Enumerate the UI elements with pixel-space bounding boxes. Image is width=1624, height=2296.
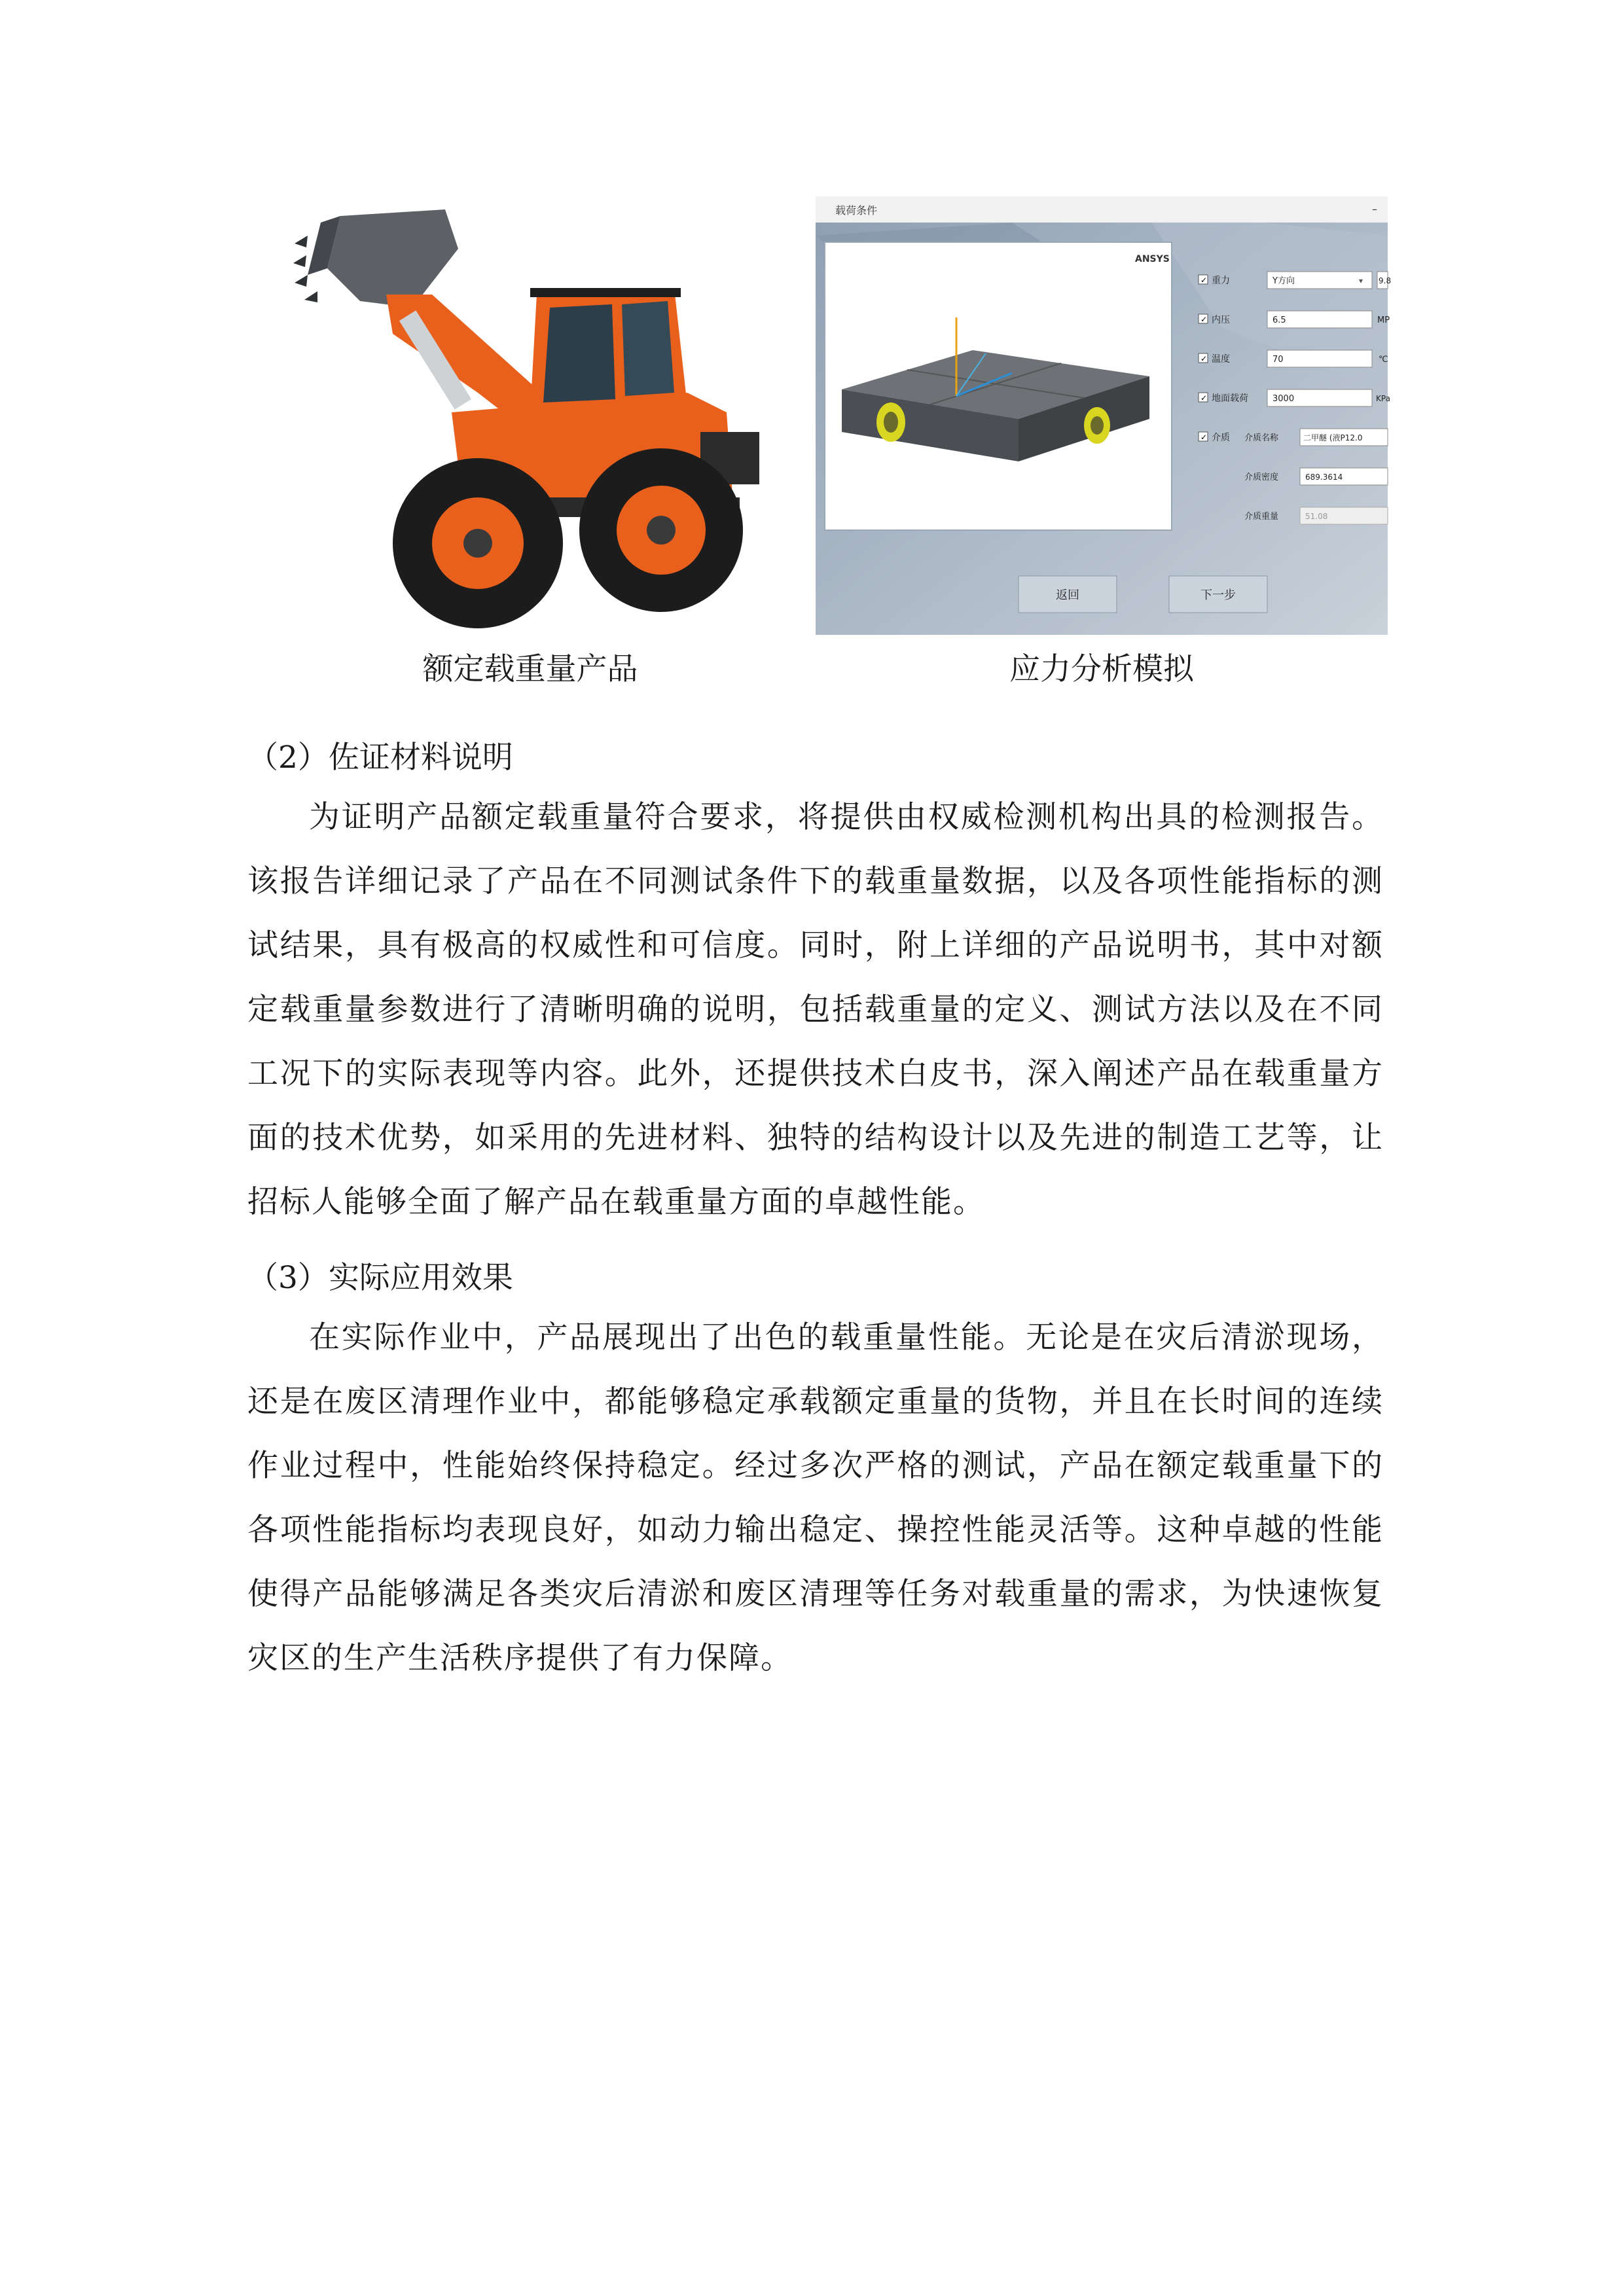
medium-name-value: 二甲醚 (液P12.0 <box>1303 433 1363 442</box>
wheel-loader-image <box>281 196 792 641</box>
ground-load-unit: KPa <box>1376 394 1390 403</box>
medium-weight-label: 介质重量 <box>1244 512 1279 522</box>
pressure-unit: MP <box>1377 315 1390 325</box>
loader-bucket <box>293 209 458 308</box>
svg-text:✓: ✓ <box>1200 393 1208 403</box>
section-2-heading: （2）佐证材料说明 <box>247 740 513 776</box>
chevron-down-icon: ▾ <box>1359 276 1363 285</box>
back-button-label: 返回 <box>1056 588 1079 602</box>
svg-text:✓: ✓ <box>1200 315 1208 324</box>
temperature-value: 70 <box>1272 355 1284 365</box>
medium-name-label: 介质名称 <box>1244 433 1279 443</box>
right-figure-caption: 应力分析模拟 <box>1009 651 1194 687</box>
left-figure-caption: 额定载重量产品 <box>422 651 638 687</box>
section-3-heading: （3）实际应用效果 <box>247 1260 513 1296</box>
ground-load-label: 地面载荷 <box>1212 393 1248 404</box>
pressure-label: 内压 <box>1212 315 1230 325</box>
temperature-unit: ℃ <box>1379 355 1388 365</box>
window-title: 载荷条件 <box>835 204 878 217</box>
medium-label: 介质 <box>1212 433 1230 443</box>
ground-load-value: 3000 <box>1272 394 1295 404</box>
gravity-direction-value: Y方向 <box>1272 276 1295 286</box>
svg-text:✓: ✓ <box>1200 433 1208 442</box>
svg-text:✓: ✓ <box>1200 276 1208 285</box>
next-button[interactable] <box>1169 576 1267 613</box>
gravity-unit: 9.8 <box>1379 276 1392 285</box>
pressure-value: 6.5 <box>1272 315 1286 325</box>
medium-density-value: 689.3614 <box>1305 473 1343 482</box>
section-2-paragraph: 为证明产品额定载重量符合要求，将提供由权威检测机构出具的检测报告。该报告详细记录了产品在不同测试条件下的载重量数据，以及各项性能指标的测试结果，具有极高的权威性和可信度。同时，附上详细的产品说明书，其中对额定载重量参数进行了清晰明确的说明，包括载重量的定义、测试方法以及在不同工况下的实际表现等内容。此外，还提供技术白皮书，深入阐述产品在载重量方面的技术优势，如采用的先进材料、独特的结构设计以及先进的制造工艺等，让招标人能够全面了解产品在载重量方面的卓越性能。 <box>247 799 1384 1220</box>
minimize-icon[interactable]: – <box>1372 203 1377 215</box>
section-3-paragraph: 在实际作业中，产品展现出了出色的载重量性能。无论是在灾后清淤现场，还是在废区清理作业中，都能够稳定承载额定重量的货物，并且在长时间的连续作业过程中，性能始终保持稳定。经过多次严格的测试，产品在额定载重量下的各项性能指标均表现良好，如动力输出稳定、操控性能灵活等。这种卓越的性能使得产品能够满足各类灾后清淤和废区清理等任务对载重量的需求，为快速恢复灾区的生产生活秩序提供了有力保障。 <box>247 1319 1384 1676</box>
temperature-label: 温度 <box>1212 354 1230 365</box>
back-button[interactable] <box>1019 576 1117 613</box>
loader-front-wheel <box>393 458 563 628</box>
medium-density-label: 介质密度 <box>1244 473 1279 482</box>
next-button-label: 下一步 <box>1200 588 1236 602</box>
gravity-label: 重力 <box>1212 276 1230 286</box>
loader-rear-wheel <box>579 448 743 612</box>
ansys-logo: ANSYS <box>1135 254 1170 264</box>
ansys-load-dialog-screenshot <box>816 196 1392 635</box>
medium-weight-value: 51.08 <box>1305 512 1328 521</box>
svg-text:✓: ✓ <box>1200 354 1208 363</box>
